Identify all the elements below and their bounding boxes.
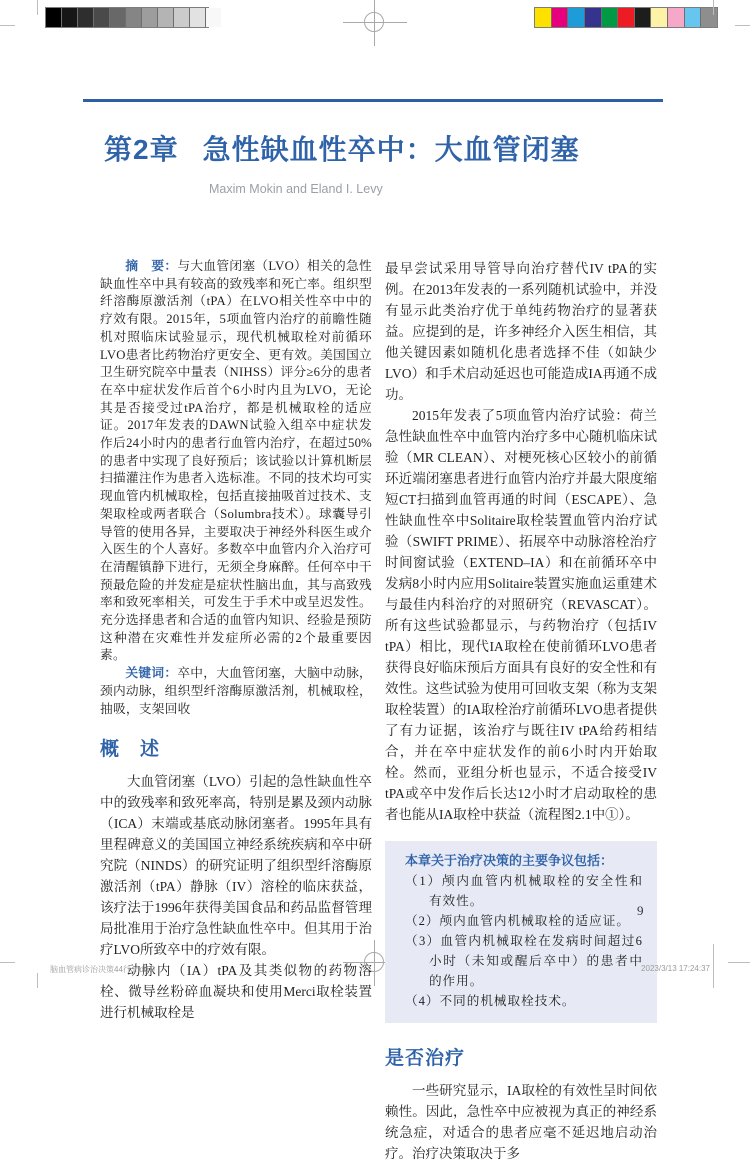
right-column	[385, 258, 657, 1164]
treatment-paragraph: 一些研究显示，IA取栓的有效性呈时间依赖性。因此，急性卒中应被视为真正的神经系统急症，对适合的患者应毫不延迟地启动治疗。治疗决策取决于多	[385, 1083, 657, 1161]
crop-mark	[728, 962, 750, 963]
calibration-swatch	[62, 8, 78, 27]
right-paragraph-1: 最早尝试采用导管导向治疗替代IV tPA的实例。在2013年发表的一系列随机试验中，并没有显示此类治疗优于单纯药物治疗的显著获益。应提到的是，许多神经介入医生相信，其他关键因素如随机化患者选择不佳（如缺少LVO）和手术启动延迟也可能造成IA再通不成功。	[385, 261, 657, 402]
keywords-paragraph	[100, 665, 372, 718]
chapter-title-text: 急性缺血性卒中：大血管闭塞	[202, 134, 580, 165]
calibration-swatch	[602, 8, 619, 27]
right-paragraph-2: 2015年发表了5项血管内治疗试验：荷兰急性缺血性卒中血管内治疗多中心随机临床试验（MR CLEAN）、对梗死核心区较小的前循环近端闭塞患者进行血管内治疗并最大限度缩短CT扫描到血管再通的时间（ESCAPE）、急性缺血性卒中Solitaire取栓装置血管内治疗试验（SWIFT PRIME）、拓展卒中动脉溶栓治疗时间窗试验（EXTEND–IA）和在前循环卒中发病8小时内应用Solitaire装置实施血运重建术与最佳内科治疗的对照研究（REVASCAT）。所有这些试验都显示，与药物治疗（包括IV tPA）相比，现代IA取栓在使前循环LVO患者获得良好临床预后方面具有良好的安全性和有效性。这些试验为使用可回收支架（称为支架取栓装置）的IA取栓治疗前循环LVO患者提供了有力证据，该治疗与既往IV tPA给药相结合，并在卒中症状发作的前6小时内开始取栓。然而，亚组分析也显示，不适合接受IV tPA或卒中发作后长达12小时才启动取栓的患者也能从IA取栓中获益（流程图2.1中①）。	[385, 408, 657, 822]
calibration-swatch	[46, 8, 62, 27]
calibration-swatch	[701, 8, 717, 27]
crop-mark	[713, 0, 714, 15]
footer-timestamp: 2023/3/13 17:24:37	[641, 964, 710, 973]
crop-mark	[37, 973, 38, 988]
header-rule	[83, 99, 663, 102]
page-number: 9	[637, 903, 644, 918]
overview-paragraph-2: 动脉内（IA）tPA及其类似物的药物溶栓、微导丝粉碎血凝块和使用Merci取栓装置进行机械取栓是	[100, 963, 372, 1021]
calibration-swatch	[78, 8, 94, 27]
crop-mark	[0, 962, 15, 963]
calibration-swatch	[110, 8, 126, 27]
crop-mark	[735, 25, 750, 26]
calibration-swatch	[142, 8, 158, 27]
abstract-label: 摘 要：	[125, 259, 178, 273]
crop-mark	[37, 0, 38, 15]
calibration-swatch	[174, 8, 190, 27]
calibration-swatch	[535, 8, 552, 27]
calibration-swatch	[190, 8, 206, 27]
controversy-box	[385, 841, 657, 1023]
controversy-box-heading: 本章关于治疗决策的主要争议包括：	[405, 853, 614, 868]
controversy-item: （1）颅内血管内机械取栓的安全性和有效性。	[405, 874, 643, 908]
section-heading-treat: 是否治疗	[385, 1048, 466, 1069]
abstract-paragraph	[100, 258, 372, 665]
keywords-text: 卒中，大血管闭塞，大脑中动脉，颈内动脉，组织型纤溶酶原激活剂，机械取栓，抽吸，支架回收	[100, 666, 372, 716]
calibration-swatch	[651, 8, 668, 27]
calibration-swatch	[126, 8, 142, 27]
crop-mark	[713, 944, 714, 988]
calibration-swatch	[685, 8, 702, 27]
registration-mark-icon	[343, 0, 407, 46]
chapter-number-label: 第2章	[104, 134, 179, 165]
grayscale-calibration-bar	[45, 7, 209, 28]
color-calibration-bar	[534, 7, 718, 28]
overview-paragraph-1: 大血管闭塞（LVO）引起的急性缺血性卒中的致残率和致死率高，特别是累及颈内动脉（ICA）末端或基底动脉闭塞者。1995年具有里程碑意义的美国国立神经系统疾病和卒中研究院（NINDS）的研究证明了组织型纤溶酶原激活剂（tPA）静脉（IV）溶栓的临床获益，该疗法于1996年获得美国食品和药品监督管理局批准用于治疗急性缺血性卒中。但其用于治疗LVO所致卒中的疗效有限。	[100, 774, 372, 958]
chapter-title	[104, 128, 580, 168]
controversy-item: （3）血管内机械取栓在发病时间超过6小时（未知或醒后卒中）的患者中的作用。	[405, 934, 643, 988]
calibration-swatch	[568, 8, 585, 27]
calibration-swatch	[635, 8, 652, 27]
authors-line: Maxim Mokin and Eland I. Levy	[209, 182, 383, 196]
abstract-text: 与大血管闭塞（LVO）相关的急性缺血性卒中具有较高的致残率和死亡率。组织型纤溶酶原激活剂（tPA）在LVO相关性卒中中的疗效有限。2015年，5项血管内治疗的前瞻性随机对照临床试验显示，现代机械取栓对前循环LVO患者比药物治疗更安全、更有效。美国国立卫生研究院卒中量表（NIHSS）评分≥6分的患者在卒中症状发作后首个6小时内且为LVO，无论其是否接受过tPA治疗，都是机械取栓的适应证。2017年发表的DAWN试验入组卒中症状发作后24小时内的患者行血管内治疗，在超过50%的患者中实现了良好预后；该试验以计算机断层扫描灌注作为患者入选标准。不同的技术均可实现血管内机械取栓，包括直接抽吸首过技术、支架取栓或两者联合（Solumbra技术）。球囊导引导管的使用各异，主要取决于神经外科医生或介入医生的个人喜好。多数卒中血管内介入治疗可在清醒镇静下进行，无须全身麻醉。任何卒中干预最危险的并发症是症状性脑出血，其与高致残率和致死率相关，可发生于手术中或呈迟发性。充分选择患者和合适的血管内知识、经验是预防这种潜在灾难性并发症所必需的2个最重要因素。	[100, 259, 372, 663]
controversy-item: （4）不同的机械取栓技术。	[405, 994, 576, 1008]
left-column	[100, 258, 372, 1023]
calibration-swatch	[94, 8, 110, 27]
calibration-swatch	[668, 8, 685, 27]
calibration-swatch	[618, 8, 635, 27]
crop-mark	[0, 25, 15, 26]
calibration-swatch	[206, 8, 221, 27]
footer-file-info: 脑血管病诊治决策44行.indd 9	[50, 965, 155, 974]
calibration-swatch	[552, 8, 569, 27]
calibration-swatch	[585, 8, 602, 27]
keywords-label: 关键词：	[125, 666, 178, 681]
calibration-swatch	[158, 8, 174, 27]
section-heading-overview: 概 述	[100, 739, 161, 761]
controversy-item: （2）颅内血管内机械取栓的适应证。	[405, 914, 630, 928]
